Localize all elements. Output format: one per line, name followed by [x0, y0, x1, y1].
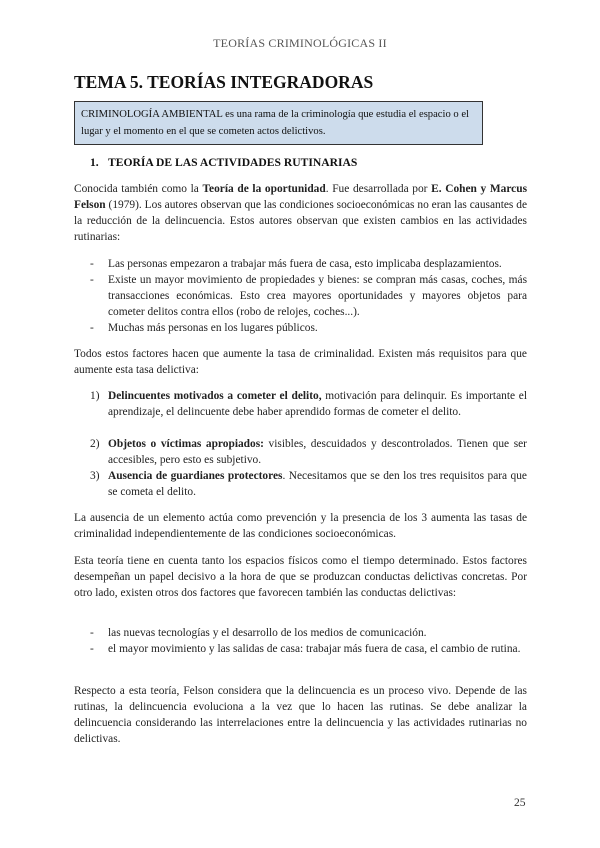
intro-text-1: Conocida también como la	[74, 183, 203, 195]
requirement-text: motivación para delinquir. Es importante el aprendizaje, el delincuente debe haber aprendido formas de cometer el delito.	[108, 390, 528, 418]
running-header: TEORÍAS CRIMINOLÓGICAS II	[213, 36, 387, 50]
bullet-marker: -	[90, 322, 94, 334]
page-title: TEMA 5. TEORÍAS INTEGRADORAS	[74, 72, 374, 92]
section-heading	[90, 156, 357, 169]
list-item	[90, 256, 527, 272]
section-title: TEORÍA DE LAS ACTIVIDADES RUTINARIAS	[108, 156, 358, 169]
bullet-marker: -	[90, 274, 94, 286]
theory-name: Teoría de la oportunidad	[202, 183, 326, 195]
list-item-text: Existe un mayor movimiento de propiedades y bienes: se compran más casas, coches, más transacciones económicas. Esto crea mayores oportunidades y mayores objetos para cometer delitos contra ellos (robo de relojes, coches...).	[108, 274, 527, 318]
bullet-marker: -	[90, 643, 94, 655]
requirement-number: 2)	[90, 438, 100, 450]
requirement-title: Delincuentes motivados a cometer el delito,	[108, 390, 322, 402]
list-item-text: Las personas empezaron a trabajar más fuera de casa, esto implicaba desplazamientos.	[108, 258, 502, 270]
intro-paragraph	[74, 181, 527, 245]
paragraph: Respecto a esta teoría, Felson considera que la delincuencia es un proceso vivo. Depende de las rutinas, la delincuencia evoluciona a la vez que lo hacen las rutinas. Se debe analizar la delincuencia considerando las interrelaciones entre la delincuencia y las actividades rutinarias no delictivas.	[74, 685, 527, 745]
list-item	[90, 641, 527, 657]
list-item-text: Muchas más personas en los lugares públicos.	[108, 322, 318, 334]
intro-text-3: (1979). Los autores observan que las condiciones socioeconómicas no eran las causantes de la reducción de la delincuencia. Estos autores observan que existen cambios en las actividades rutinarias:	[74, 199, 527, 243]
requirement-item	[90, 436, 527, 468]
bullet-marker: -	[90, 627, 94, 639]
requirement-text: . Necesitamos que se den los tres requisitos para que se cometa el delito.	[108, 470, 527, 498]
intro-text-2: . Fue desarrollada por	[325, 183, 432, 195]
bullet-marker: -	[90, 258, 94, 270]
callout-term: CRIMINOLOGÍA AMBIENTAL	[81, 109, 223, 120]
paragraph: Esta teoría tiene en cuenta tanto los espacios físicos como el tiempo determinado. Estos factores desempeñan un papel decisivo a la hora de que se produzcan conductas delictivas concretas. Por otro lado, existen otros dos factores que favorecen también las conductas delictivas:	[74, 555, 527, 599]
requirement-number: 3)	[90, 470, 100, 482]
requirement-title: Objetos o víctimas apropiados:	[108, 438, 264, 450]
list-item	[90, 320, 527, 336]
paragraph: La ausencia de un elemento actúa como prevención y la presencia de los 3 aumenta las tasas de criminalidad independientemente de las condiciones socioeconómicas.	[74, 512, 527, 540]
page-number: 25	[514, 796, 526, 809]
authors: E. Cohen y Marcus Felson	[74, 183, 527, 211]
list-item	[90, 272, 527, 320]
requirement-number: 1)	[90, 390, 100, 402]
list-item-text: el mayor movimiento y las salidas de casa: trabajar más fuera de casa, el cambio de rutina.	[108, 643, 521, 655]
requirement-text: visibles, descuidados y descontrolados. Tienen que ser accesibles, pero esto es subjetivo.	[108, 438, 527, 466]
list-item	[90, 625, 527, 641]
definition-callout	[74, 101, 483, 145]
section-number: 1.	[90, 156, 99, 169]
requirement-item	[90, 468, 527, 500]
callout-definition: es una rama de la criminología que estudia el espacio o el lugar y el momento en el que se cometen actos delictivos.	[81, 109, 469, 137]
list-item-text: las nuevas tecnologías y el desarrollo de los medios de comunicación.	[108, 627, 427, 639]
requirement-item	[90, 388, 527, 420]
requirement-title: Ausencia de guardianes protectores	[108, 470, 283, 482]
paragraph: Todos estos factores hacen que aumente la tasa de criminalidad. Existen más requisitos para que aumente esta tasa delictiva:	[74, 348, 527, 376]
